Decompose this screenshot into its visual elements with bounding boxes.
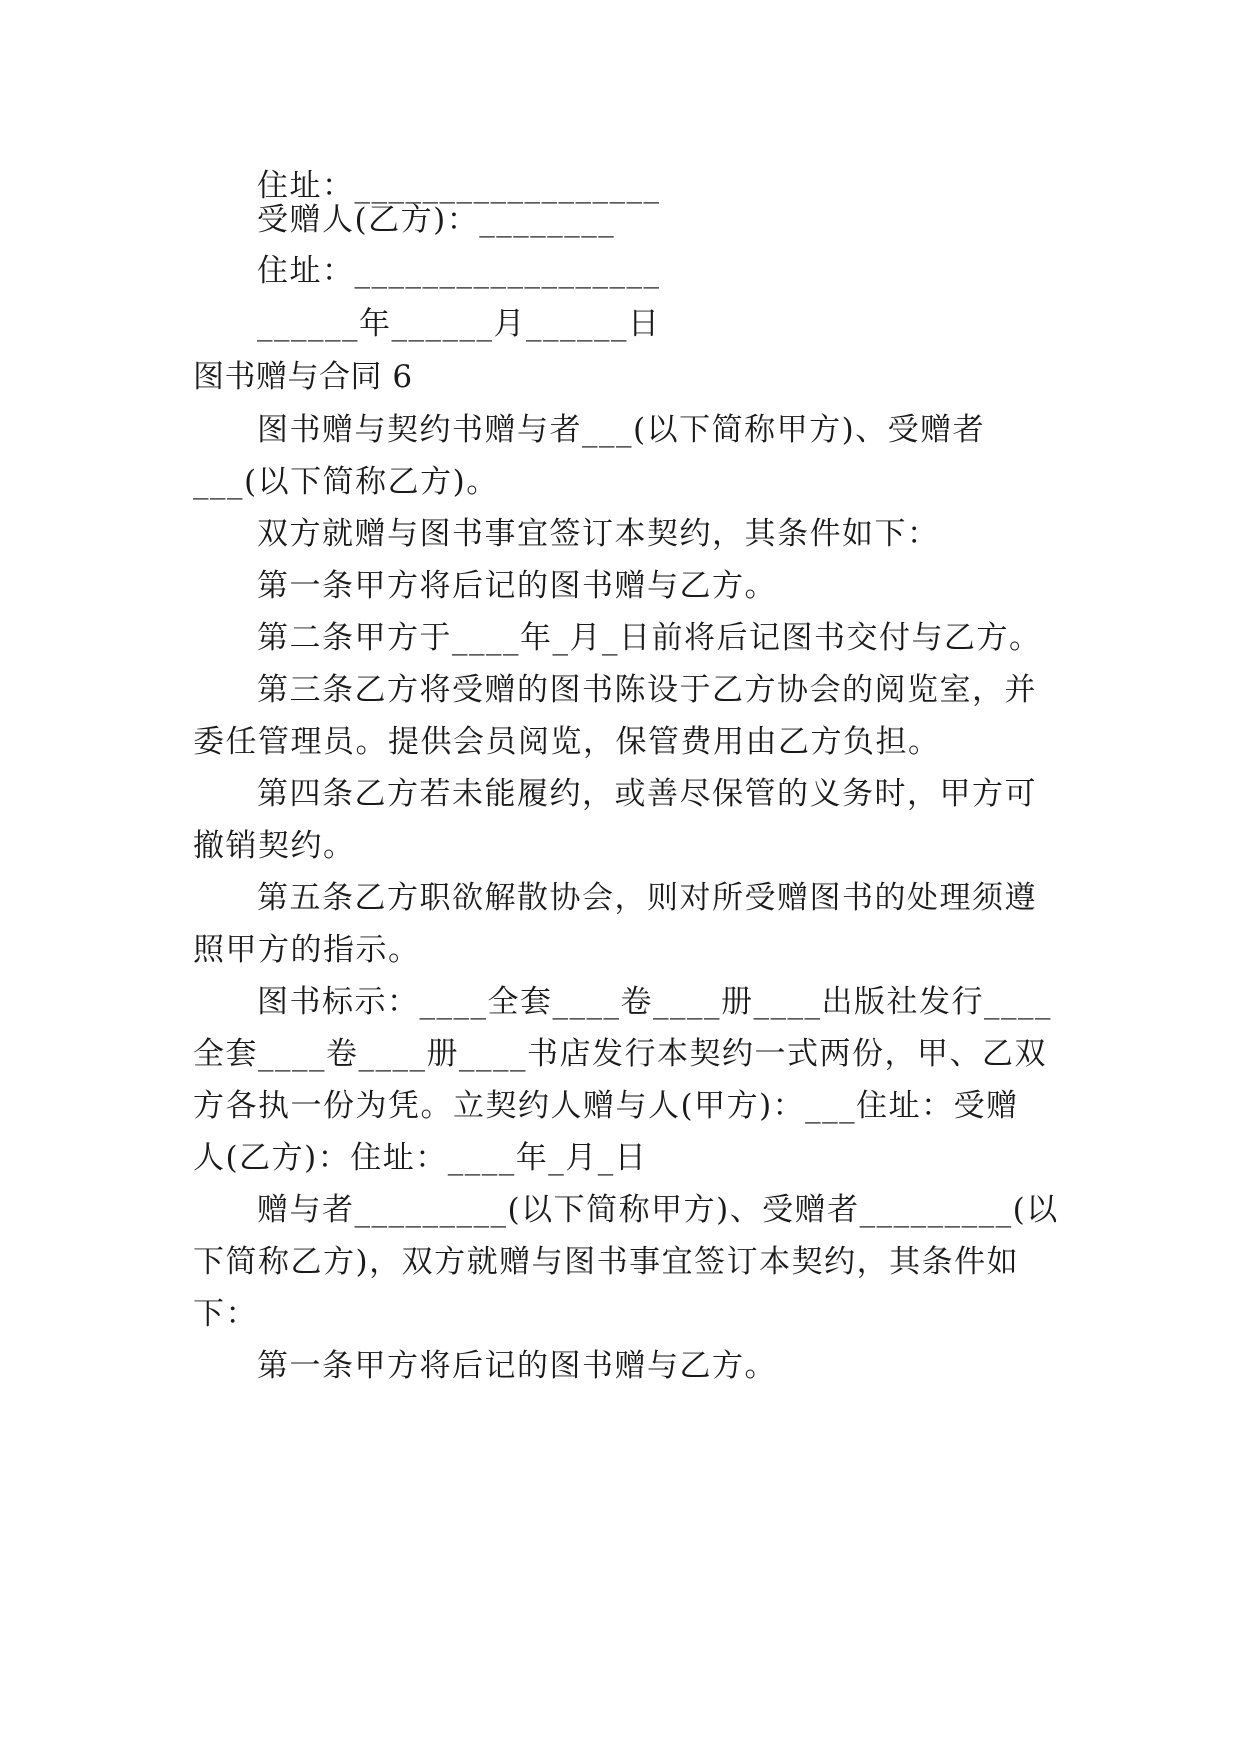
address-line-2: 住址：__________________: [257, 253, 661, 289]
book-spec-cont: 方各执一份为凭。立契约人赠与人(甲方)：___住址：受赠: [193, 1088, 1019, 1124]
clause-4: 第四条乙方若未能履约，或善尽保管的义务时，甲方可: [257, 776, 1037, 812]
recipient-line: 受赠人(乙方)：________: [257, 202, 616, 238]
paragraph-line: 下简称乙方)，双方就赠与图书事宜签订本契约，其条件如: [193, 1244, 1020, 1280]
book-spec-line: 图书标示：____全套____卷____册____出版社发行____: [257, 984, 1052, 1020]
book-spec-cont: 人(乙方)：住址：____年_月_日: [193, 1140, 648, 1176]
paragraph-line: 双方就赠与图书事宜签订本契约，其条件如下：: [257, 516, 940, 552]
clause-1: 第一条甲方将后记的图书赠与乙方。: [257, 568, 777, 604]
paragraph-line: 图书赠与契约书赠与者___(以下简称甲方)、受赠者: [257, 412, 986, 448]
clause-4-cont: 撤销契约。: [193, 828, 356, 864]
address-line-1: 住址：__________________: [257, 168, 661, 204]
date-line: ______年______月______日: [257, 306, 661, 342]
clause-3: 第三条乙方将受赠的图书陈设于乙方协会的阅览室，并: [257, 672, 1037, 708]
clause-1-repeat: 第一条甲方将后记的图书赠与乙方。: [257, 1348, 777, 1384]
paragraph-line: ___(以下简称乙方)。: [193, 464, 499, 500]
clause-5-cont: 照甲方的指示。: [193, 932, 421, 968]
clause-3-cont: 委任管理员。提供会员阅览，保管费用由乙方负担。: [193, 724, 941, 760]
book-spec-cont: 全套____卷____册____书店发行本契约一式两份，甲、乙双: [193, 1036, 1047, 1072]
paragraph-line: 赠与者_________(以下简称甲方)、受赠者_________(以: [257, 1192, 1059, 1228]
section-title: 图书赠与合同 6: [193, 359, 413, 395]
clause-2: 第二条甲方于____年_月_日前将后记图书交付与乙方。: [257, 620, 1042, 656]
clause-5: 第五条乙方职欲解散协会，则对所受赠图书的处理须遵: [257, 880, 1037, 916]
paragraph-line: 下：: [193, 1296, 258, 1332]
